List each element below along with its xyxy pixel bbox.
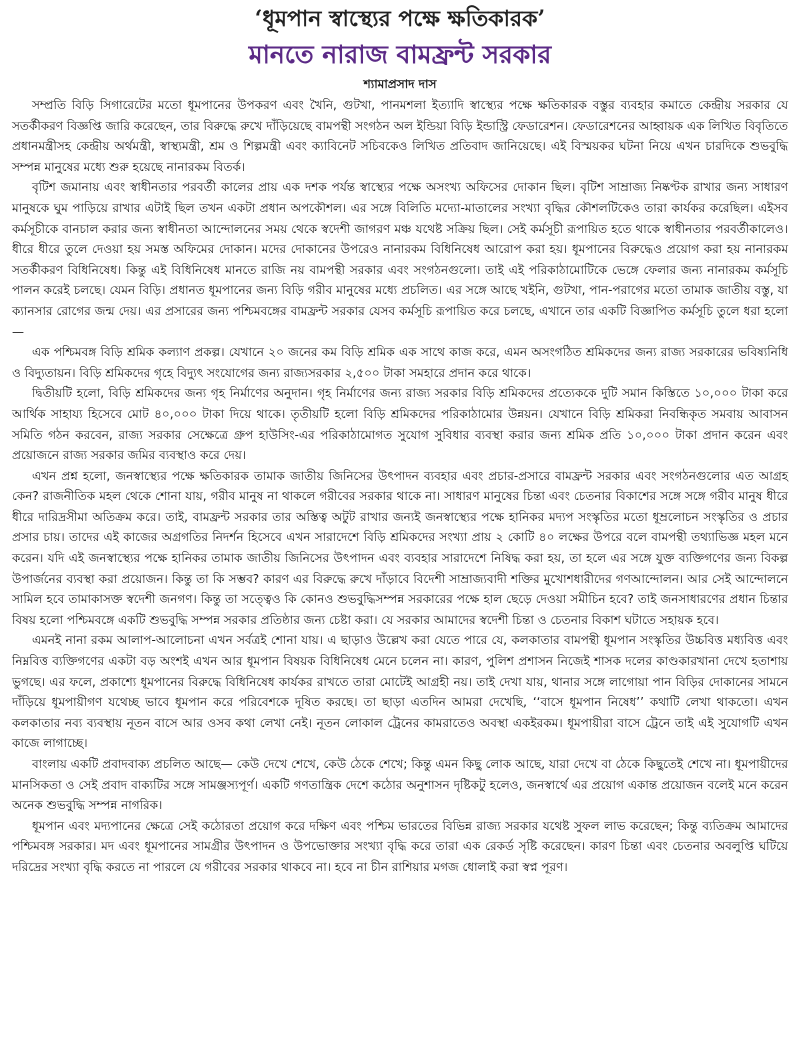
paragraph: এমনই নানা রকম আলাপ-আলোচনা এখন সর্বত্রই শোনা যায়। এ ছাড়াও উল্লেখ করা যেতে পারে যে, কলকাতার বামপন্থী ধূমপান সংস্কৃতির উচ্চবিত্ত মধ্যবিত্ত এবং নিম্নবিত্ত ব্যক্তিগণের একটা বড় অংশই এখন আর ধূমপান বিষয়ক বিধিনিষেধ মেনে চলেন না। কারণ, পুলিশ প্রশাসন নিজেই শাসক দলের কাণ্ডকারখানা দেখে হতাশায় ভুগছে। এর ফলে, প্রকাশ্যে ধূমপানের বিরুদ্ধে বিধিনিষেধ কার্যকর রাখতে তারা মোটেই আগ্রহী নয়। তাই দেখা যায়, থানার সঙ্গে লাগোয়া পান বিড়ির দোকানের সামনে দাঁড়িয়ে ধূমপায়ীগণ যথেচ্ছ ভাবে ধূমপান করে পরিবেশকে দূষিত করছে। তা ছাড়া এতদিন আমরা দেখেছি, ‘‘বাসে ধূমপান নিষেধ’’ কথাটি লেখা থাকতো। এখন কলকাতার নব্য ব্যবস্থায় নূতন বাসে আর ওসব কথা লেখা নেই। নূতন লোকাল ট্রেনের কামরাতেও অবস্থা একইরকম। ধূমপায়ীরা বাসে ট্রেনে তাই এই সুযোগটি এখন কাজে লাগাচ্ছে। — [12, 633, 788, 751]
paragraph: বৃটিশ জমানায় এবং স্বাধীনতার পরবর্তী কালের প্রায় এক দশক পর্যন্ত স্বাস্থ্যের পক্ষে অসংখ্য অফিসের দোকান ছিল। বৃটিশ সাম্রাজ্য নিষ্কণ্টক রাখার জন্য সাধারণ মানুষকে ঘুম পাড়িয়ে রাখার এটাই ছিল তখন একটা প্রধান অপকৌশল। এর সঙ্গে বিলিতি মদ্যো-মাতালের সংখ্যা বৃদ্ধির কৌশলটিকেও তারা কার্যকর করেছিল। এইসব কর্মসূচীকে বানচাল করার জন্য স্বাধীনতা আন্দোলনের সময় থেকে স্বদেশী জাগরণ মঞ্চ যথেষ্ট সক্রিয় ছিল। সেই কর্মসূচী রূপায়িত হতে থাকে স্বাধীনতার পরবর্তীকালেও। ধীরে ধীরে তুলে দেওয়া হয় সমস্ত অফিমের দোকান। মদের দোকানের উপরেও নানারকম বিধিনিষেধ আরোপ করা হয়। ধূমপানের বিরুদ্ধেও প্রয়োগ করা হয় নানারকম সতর্কীকরণ বিধিনিষেধ। কিন্তু এই বিধিনিষেধ মানতে রাজি নয় বামপন্থী সরকার এবং সংগঠনগুলো। তাই এই পরিকাঠামোটিকে ভেঙ্গে ফেলার জন্য নানারকম কর্মসূচি পালন করেই চলছে। যেমন বিড়ি। প্রধানত ধূমপানের জন্য বিড়ি গরীব মানুষের মধ্যে প্রচলিত। এর সঙ্গে আছে খইনি, গুটখা, পান-পরাগের মতো তামাক জাতীয় বস্তু, যা ক্যানসার রোগের জন্ম দেয়। এর প্রসারের জন্য পশ্চিমবঙ্গের বামফ্রন্ট সরকার যেসব কর্মসূচি রূপায়িত করে চলছে, এখানে তার একটি বিজ্ঞাপিত কর্মসূচি তুলে ধরা হলো— — [12, 180, 788, 339]
article-body — [12, 95, 788, 878]
paragraph: এক পশ্চিমবঙ্গ বিড়ি শ্রমিক কল্যাণ প্রকল্প। যেখানে ২০ জনের কম বিড়ি শ্রমিক এক সাথে কাজ করে, এমন অসংগঠিত শ্রমিকদের জন্য রাজ্য সরকারের ভবিষ্যনিধি ও বিদ্যুতায়ন। বিড়ি শ্রমিকদের গৃহে বিদ্যুৎ সংযোগের জন্য রাজ্যসরকার ২,৫০০ টাকা সমহারে প্রদান করে থাকে। — [12, 345, 788, 380]
headline-main: মানতে নারাজ বামফ্রন্ট সরকার — [248, 40, 552, 69]
paragraph: বাংলায় একটি প্রবাদবাক্য প্রচলিত আছে— কেউ দেখে শেখে, কেউ ঠেকে শেখে; কিন্তু এমন কিছু লোক আছে, যারা দেখে বা ঠেকে কিছুতেই শেখে না। ধূমপায়ীদের মানসিকতা ও সেই প্রবাদ বাক্যটির সঙ্গে সামঞ্জস্যপূর্ণ। একটি গণতান্ত্রিক দেশে কঠোর অনুশাসন দৃষ্টিকটু হলেও, জনস্বার্থে এর প্রয়োগ একান্ত প্রয়োজন বলেই মনে করেন অনেক শুভবুদ্ধি সম্পন্ন নাগরিক। — [12, 757, 788, 813]
headline-quote: ‘ধূমপান স্বাস্থ্যের পক্ষে ক্ষতিকারক’ — [254, 6, 546, 32]
paragraph: দ্বিতীয়টি হলো, বিড়ি শ্রমিকদের জন্য গৃহ নির্মাণের অনুদান। গৃহ নির্মাণের জন্য রাজ্য সরকার বিড়ি শ্রমিকদের প্রত্যেককে দুটি সমান কিস্তিতে ১০,০০০ টাকা করে আর্থিক সাহায্য হিসেবে মোট ৪০,০০০ টাকা দিয়ে থাকে। তৃতীয়টি হলো বিড়ি শ্রমিকদের পরিকাঠামোর উন্নয়ন। যেখানে বিড়ি শ্রমিকরা নিবন্ধিকৃত সমবায় আবাসন সমিতি গঠন করবেন, রাজ্য সরকার সেক্ষেত্রে গ্রুপ হাউসিং-এর পরিকাঠামোগত সুযোগ সুবিধার ব্যবস্থা করার জন্য শ্রমিক প্রতি ১০,০০০ টাকা প্রদান করেন এবং প্রয়োজনে রাজ্য সরকার জমির ব্যবস্থাও করে দেয়। — [12, 386, 788, 463]
paragraph: সম্প্রতি বিড়ি সিগারেটের মতো ধূমপানের উপকরণ এবং খৈনি, গুটখা, পানমশলা ইত্যাদি স্বাস্থ্যের পক্ষে ক্ষতিকারক বস্তুর ব্যবহার কমাতে কেন্দ্রীয় সরকার যে সতর্কীকরণ বিজ্ঞপ্তি জারি করেছেন, তার বিরুদ্ধে রুখে দাঁড়িয়েছে বামপন্থী সংগঠন অল ইন্ডিয়া বিড়ি ইন্ডাস্ট্রি ফেডারেশন। ফেডারেশনের আহ্বায়ক এক লিখিত বিবৃতিতে প্রধানমন্ত্রীসহ কেন্দ্রীয় অর্থমন্ত্রী, স্বাস্থ্যমন্ত্রী, শ্রম ও শিল্পমন্ত্রী এবং ক্যাবিনেট সচিবকেও লিখিত প্রতিবাদ জানিয়েছে। এই বিস্ময়কর ঘটনা নিয়ে এখন চারদিকে শুভবুদ্ধি সম্পন্ন মানুষের মধ্যে শুরু হয়েছে নানারকম বিতর্ক। — [12, 98, 788, 174]
byline: শ্যামাপ্রসাদ দাস — [363, 77, 437, 91]
paragraph: এখন প্রশ্ন হলো, জনস্বাস্থ্যের পক্ষে ক্ষতিকারক তামাক জাতীয় জিনিসের উৎপাদন ব্যবহার এবং প্রচার-প্রসারে বামফ্রন্ট সরকার এবং সংগঠনগুলোর এত আগ্রহ কেন? রাজনীতিক মহল থেকে শোনা যায়, গরীব মানুষ না থাকলে গরীবের সরকার থাকে না। সাধারণ মানুষের চিন্তা এবং চেতনার বিকাশের সঙ্গে সঙ্গে গরীব মানুষ ধীরে ধীরে দারিদ্রসীমা অতিক্রম করে। তাই, বামফ্রন্ট সরকার তার অস্তিত্ব অটুট রাখার জন্যই জনস্বাস্থ্যের পক্ষে হানিকর মদ্যপ সংস্কৃতির মতো ধূম্রলোচন সংস্কৃতির ও প্রচার প্রসার চায়। তাদের এই কাজের অগ্রগতির নিদর্শন হিসেবে এখন সারাদেশে বিড়ি শ্রমিকদের সংখ্যা প্রায় ২ কোটি ৪০ লক্ষের উপরে বলে বামপন্থী তথ্যাভিজ্ঞ মহল মনে করেন। যদি এই জনস্বাস্থ্যের পক্ষে হানিকর তামাক জাতীয় জিনিসের উৎপাদন এবং ব্যবহার সারাদেশে নিষিদ্ধ করা হয়, তা হলে এর সঙ্গে যুক্ত ব্যক্তিগণের জন্য বিকল্প উপার্জনের ব্যবস্থা করা প্রয়োজন। কিন্তু তা কি সম্ভব? কারণ এর বিরুদ্ধে রুখে দাঁড়াবে বিদেশী সাম্রাজ্যবাদী শক্তির মুখোশধারীদের গণআন্দোলন। আর সেই আন্দোলনে সামিল হবে তামাকাসক্ত স্বদেশী জনগণ। কিন্তু তা সত্ত্বেও কি কোনও শুভবুদ্ধিসম্পন্ন সরকারের পক্ষে হাল ছেড়ে দেওয়া সমীচিন হবে? তাই জনসাধারণের প্রধান চিন্তার বিষয় হলো পশ্চিমবঙ্গে একটি শুভবুদ্ধি সম্পন্ন সরকার প্রতিষ্ঠার জন্য চেষ্টা করা। যে সরকার আমাদের স্বদেশী চিন্তা ও চেতনার বিকাশ ঘটাতে সহায়ক হবে। — [12, 468, 788, 627]
paragraph: ধূমপান এবং মদ্যপানের ক্ষেত্রে সেই কঠোরতা প্রয়োগ করে দক্ষিণ এবং পশ্চিম ভারতের বিভিন্ন রাজ্য সরকার যথেষ্ট সুফল লাভ করেছেন; কিন্তু ব্যতিক্রম আমাদের পশ্চিমবঙ্গ সরকার। মদ এবং ধূমপানের সামগ্রীর উৎপাদন ও উপভোক্তার সংখ্যা বৃদ্ধি করে তারা এক রেকর্ড সৃষ্টি করেছেন। কারণ চিন্তা এবং চেতনার অবলুপ্তি ঘটিয়ে দরিদ্রের সংখ্যা বৃদ্ধি করতে না পারলে যে গরীবের সরকার থাকবে না। হবে না চীন রাশিয়ার মগজ ধোলাই করা স্বপ্ন পূরণ। — [12, 818, 788, 874]
